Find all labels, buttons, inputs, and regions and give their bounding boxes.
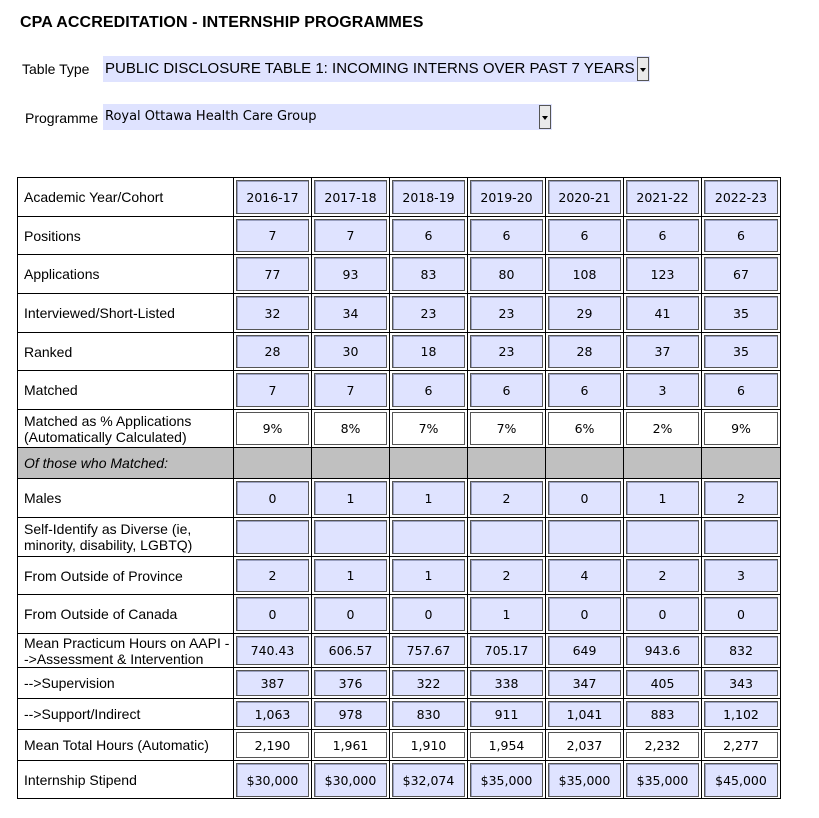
table-row [18, 410, 780, 448]
value-field[interactable]: 606.57 [314, 636, 387, 665]
value-field[interactable]: 29 [548, 296, 621, 330]
value-field[interactable]: 830 [392, 701, 465, 727]
table-cell [234, 595, 312, 633]
table-row [18, 668, 780, 699]
value-field[interactable]: 649 [548, 636, 621, 665]
calculated-value: 2,277 [704, 732, 778, 758]
table-cell [702, 371, 780, 409]
programme-label: Programme [25, 110, 99, 126]
table-row [18, 255, 780, 294]
value-field[interactable]: 943.6 [626, 636, 699, 665]
table-cell [624, 761, 702, 799]
value-field[interactable]: 1 [470, 597, 543, 631]
table-cell [624, 217, 702, 254]
table-row [18, 479, 780, 518]
value-field[interactable]: 6 [470, 219, 543, 252]
table-cell [312, 448, 390, 478]
table-cell [468, 699, 546, 729]
section-filler [392, 450, 465, 476]
table-row [18, 699, 780, 730]
table-cell [312, 294, 390, 332]
value-field[interactable]: 7 [314, 373, 387, 407]
value-field[interactable]: $30,000 [236, 763, 309, 797]
table-cell [468, 479, 546, 517]
table-cell [546, 448, 624, 478]
row-label: -->Supervision [18, 668, 234, 698]
value-field[interactable]: 1 [314, 481, 387, 515]
value-field[interactable]: 2 [704, 481, 778, 515]
table-cell [312, 518, 390, 556]
value-field[interactable]: 77 [236, 257, 309, 291]
value-field[interactable]: 0 [626, 597, 699, 631]
table-cell [234, 699, 312, 729]
table-cell [234, 371, 312, 409]
value-field[interactable]: 376 [314, 670, 387, 696]
table-cell [468, 730, 546, 760]
value-field[interactable]: 7 [314, 219, 387, 252]
table-cell [546, 518, 624, 556]
row-label: Mean Total Hours (Automatic) [18, 730, 234, 760]
table-cell [546, 557, 624, 594]
value-field[interactable]: 2016-17 [236, 180, 309, 214]
value-field[interactable]: 108 [548, 257, 621, 291]
table-cell [312, 410, 390, 447]
value-field[interactable]: $45,000 [704, 763, 778, 797]
value-field[interactable]: 67 [704, 257, 778, 291]
value-field[interactable]: 2 [470, 481, 543, 515]
programme-select[interactable] [103, 104, 552, 130]
row-label: Mean Practicum Hours on AAPI -->Assessment & Intervention [18, 634, 234, 667]
value-field[interactable]: 23 [392, 296, 465, 330]
value-field[interactable]: 0 [548, 481, 621, 515]
table-type-value: PUBLIC DISCLOSURE TABLE 1: INCOMING INTERNS OVER PAST 7 YEARS [105, 60, 635, 77]
table-cell [624, 255, 702, 293]
value-field[interactable] [470, 520, 543, 554]
table-cell [702, 699, 780, 729]
value-field[interactable]: 23 [470, 296, 543, 330]
value-field[interactable] [548, 520, 621, 554]
table-cell [546, 371, 624, 409]
table-cell [624, 448, 702, 478]
section-filler [626, 450, 699, 476]
table-cell [546, 761, 624, 799]
table-cell [468, 255, 546, 293]
value-field[interactable]: 28 [236, 335, 309, 368]
row-label: Males [18, 479, 234, 517]
table-cell [312, 178, 390, 216]
row-label: Interviewed/Short-Listed [18, 294, 234, 332]
value-field[interactable]: 1 [392, 481, 465, 515]
table-cell [390, 595, 468, 633]
table-cell [624, 518, 702, 556]
row-label: -->Support/Indirect [18, 699, 234, 729]
table-cell [234, 730, 312, 760]
table-cell [624, 371, 702, 409]
table-cell [312, 761, 390, 799]
value-field[interactable]: 3 [626, 373, 699, 407]
table-cell [702, 634, 780, 667]
table-cell [546, 255, 624, 293]
value-field[interactable]: 1,041 [548, 701, 621, 727]
table-cell [546, 178, 624, 216]
table-cell [390, 557, 468, 594]
table-cell [234, 634, 312, 667]
value-field[interactable]: 405 [626, 670, 699, 696]
table-cell [624, 730, 702, 760]
value-field[interactable]: 2 [626, 559, 699, 592]
calculated-value: 1,961 [314, 732, 387, 758]
chevron-down-icon [640, 68, 646, 72]
table-row [18, 217, 780, 255]
table-cell [312, 255, 390, 293]
table-cell [546, 479, 624, 517]
calculated-value: 2% [626, 412, 699, 445]
table-cell [702, 557, 780, 594]
table-cell [312, 217, 390, 254]
table-cell [702, 518, 780, 556]
table-cell [546, 595, 624, 633]
table-cell [390, 730, 468, 760]
value-field[interactable]: 23 [470, 335, 543, 368]
value-field[interactable]: 2 [236, 559, 309, 592]
value-field[interactable]: 1,063 [236, 701, 309, 727]
table-cell [546, 730, 624, 760]
table-row [18, 595, 780, 634]
section-filler [314, 450, 387, 476]
table-type-dropdown-button[interactable] [637, 57, 649, 81]
table-cell [390, 255, 468, 293]
table-cell [234, 178, 312, 216]
value-field[interactable]: 41 [626, 296, 699, 330]
table-cell [390, 217, 468, 254]
value-field[interactable]: 83 [392, 257, 465, 291]
table-row [18, 518, 780, 557]
table-cell [390, 634, 468, 667]
value-field[interactable]: $30,000 [314, 763, 387, 797]
table-row [18, 333, 780, 371]
programme-value: Royal Ottawa Health Care Group [105, 109, 317, 124]
table-cell [390, 761, 468, 799]
table-row [18, 557, 780, 595]
row-label: Internship Stipend [18, 761, 234, 799]
value-field[interactable]: 343 [704, 670, 778, 696]
value-field[interactable]: 1 [392, 559, 465, 592]
value-field[interactable]: 322 [392, 670, 465, 696]
section-filler [548, 450, 621, 476]
calculated-value: 1,954 [470, 732, 543, 758]
table-cell [234, 761, 312, 799]
table-cell [390, 371, 468, 409]
row-label: Matched as % Applications (Automatically Calculated) [18, 410, 234, 447]
table-cell [546, 410, 624, 447]
table-cell [624, 294, 702, 332]
value-field[interactable]: 0 [392, 597, 465, 631]
table-cell [312, 699, 390, 729]
value-field[interactable]: 911 [470, 701, 543, 727]
value-field[interactable]: 347 [548, 670, 621, 696]
table-cell [624, 178, 702, 216]
value-field[interactable]: 6 [626, 219, 699, 252]
calculated-value: 7% [470, 412, 543, 445]
row-label: Of those who Matched: [18, 448, 234, 478]
row-label: Ranked [18, 333, 234, 370]
value-field[interactable]: 18 [392, 335, 465, 368]
table-cell [702, 217, 780, 254]
value-field[interactable] [314, 520, 387, 554]
table-cell [468, 410, 546, 447]
table-cell [312, 479, 390, 517]
section-filler [470, 450, 543, 476]
table-cell [546, 668, 624, 698]
calculated-value: 6% [548, 412, 621, 445]
value-field[interactable]: 2020-21 [548, 180, 621, 214]
table-cell [234, 668, 312, 698]
section-filler [236, 450, 309, 476]
value-field[interactable]: 1 [626, 481, 699, 515]
value-field[interactable]: 123 [626, 257, 699, 291]
calculated-value: 9% [236, 412, 309, 445]
value-field[interactable]: 740.43 [236, 636, 309, 665]
table-cell [312, 634, 390, 667]
table-cell [702, 255, 780, 293]
value-field[interactable] [626, 520, 699, 554]
value-field[interactable]: 2022-23 [704, 180, 778, 214]
value-field[interactable]: 883 [626, 701, 699, 727]
value-field[interactable]: 2 [470, 559, 543, 592]
table-cell [624, 557, 702, 594]
table-cell [312, 333, 390, 370]
table-cell [702, 761, 780, 799]
table-cell [234, 518, 312, 556]
table-cell [390, 333, 468, 370]
table-cell [702, 294, 780, 332]
value-field[interactable]: 34 [314, 296, 387, 330]
table-cell [468, 294, 546, 332]
value-field[interactable]: 6 [548, 219, 621, 252]
table-cell [468, 595, 546, 633]
table-cell [702, 410, 780, 447]
table-cell [624, 479, 702, 517]
value-field[interactable]: 7 [236, 219, 309, 252]
page-title: CPA ACCREDITATION - INTERNSHIP PROGRAMMES [20, 14, 424, 31]
table-cell [390, 178, 468, 216]
table-cell [390, 410, 468, 447]
value-field[interactable]: 6 [704, 219, 778, 252]
value-field[interactable]: 0 [314, 597, 387, 631]
value-field[interactable]: 832 [704, 636, 778, 665]
table-cell [390, 448, 468, 478]
value-field[interactable] [704, 520, 778, 554]
value-field[interactable]: 6 [470, 373, 543, 407]
table-cell [390, 699, 468, 729]
calculated-value: 8% [314, 412, 387, 445]
table-row [18, 761, 780, 799]
table-cell [468, 333, 546, 370]
table-row [18, 730, 780, 761]
internship-table [17, 177, 781, 799]
table-cell [702, 178, 780, 216]
calculated-value: 2,232 [626, 732, 699, 758]
value-field[interactable]: 757.67 [392, 636, 465, 665]
value-field[interactable]: 4 [548, 559, 621, 592]
table-cell [312, 371, 390, 409]
table-cell [702, 333, 780, 370]
value-field[interactable]: 2017-18 [314, 180, 387, 214]
table-row [18, 448, 780, 479]
table-row [18, 178, 780, 217]
table-cell [546, 217, 624, 254]
table-cell [546, 634, 624, 667]
section-filler [704, 450, 778, 476]
row-label: Self-Identify as Diverse (ie, minority, disability, LGBTQ) [18, 518, 234, 556]
table-row [18, 634, 780, 668]
table-cell [234, 557, 312, 594]
table-cell [468, 448, 546, 478]
value-field[interactable]: 2019-20 [470, 180, 543, 214]
table-cell [702, 595, 780, 633]
table-cell [312, 595, 390, 633]
value-field[interactable]: 705.17 [470, 636, 543, 665]
table-cell [390, 518, 468, 556]
value-field[interactable]: 2021-22 [626, 180, 699, 214]
value-field[interactable]: $35,000 [626, 763, 699, 797]
value-field[interactable]: 6 [392, 219, 465, 252]
value-field[interactable]: 0 [548, 597, 621, 631]
table-cell [390, 294, 468, 332]
table-cell [234, 448, 312, 478]
row-label: Applications [18, 255, 234, 293]
calculated-value: 2,190 [236, 732, 309, 758]
value-field[interactable]: 6 [392, 373, 465, 407]
table-cell [624, 634, 702, 667]
table-cell [234, 479, 312, 517]
value-field[interactable]: 3 [704, 559, 778, 592]
table-cell [468, 668, 546, 698]
chevron-down-icon [542, 116, 548, 120]
table-cell [624, 333, 702, 370]
value-field[interactable]: $32,074 [392, 763, 465, 797]
table-cell [468, 217, 546, 254]
table-cell [702, 730, 780, 760]
table-cell [390, 479, 468, 517]
value-field[interactable]: 35 [704, 335, 778, 368]
value-field[interactable]: 0 [236, 481, 309, 515]
table-type-select[interactable] [103, 56, 650, 82]
table-cell [312, 668, 390, 698]
table-cell [468, 761, 546, 799]
value-field[interactable] [392, 520, 465, 554]
value-field[interactable]: 978 [314, 701, 387, 727]
table-cell [546, 294, 624, 332]
value-field[interactable]: $35,000 [470, 763, 543, 797]
table-cell [468, 178, 546, 216]
table-cell [234, 294, 312, 332]
value-field[interactable]: 338 [470, 670, 543, 696]
value-field[interactable]: 387 [236, 670, 309, 696]
row-label: Matched [18, 371, 234, 409]
table-cell [312, 730, 390, 760]
table-cell [546, 333, 624, 370]
table-cell [234, 255, 312, 293]
value-field[interactable]: 6 [704, 373, 778, 407]
calculated-value: 7% [392, 412, 465, 445]
calculated-value: 1,910 [392, 732, 465, 758]
table-cell [468, 634, 546, 667]
value-field[interactable]: 28 [548, 335, 621, 368]
table-cell [468, 371, 546, 409]
table-cell [468, 518, 546, 556]
value-field[interactable]: 1 [314, 559, 387, 592]
value-field[interactable] [236, 520, 309, 554]
table-cell [702, 479, 780, 517]
calculated-value: 9% [704, 412, 778, 445]
value-field[interactable]: 0 [236, 597, 309, 631]
table-cell [468, 557, 546, 594]
value-field[interactable]: 37 [626, 335, 699, 368]
table-row [18, 371, 780, 410]
row-label: From Outside of Canada [18, 595, 234, 633]
table-cell [234, 410, 312, 447]
value-field[interactable]: $35,000 [548, 763, 621, 797]
table-cell [624, 699, 702, 729]
table-row [18, 294, 780, 333]
row-label: Positions [18, 217, 234, 254]
table-cell [702, 668, 780, 698]
table-cell [546, 699, 624, 729]
table-cell [234, 217, 312, 254]
table-cell [624, 410, 702, 447]
value-field[interactable]: 30 [314, 335, 387, 368]
value-field[interactable]: 35 [704, 296, 778, 330]
table-cell [624, 668, 702, 698]
table-type-label: Table Type [22, 61, 90, 77]
value-field[interactable]: 93 [314, 257, 387, 291]
table-cell [234, 333, 312, 370]
table-cell [624, 595, 702, 633]
value-field[interactable]: 7 [236, 373, 309, 407]
programme-dropdown-button[interactable] [539, 105, 551, 129]
calculated-value: 2,037 [548, 732, 621, 758]
row-label: Academic Year/Cohort [18, 178, 234, 216]
value-field[interactable]: 2018-19 [392, 180, 465, 214]
value-field[interactable]: 1,102 [704, 701, 778, 727]
value-field[interactable]: 6 [548, 373, 621, 407]
value-field[interactable]: 80 [470, 257, 543, 291]
value-field[interactable]: 32 [236, 296, 309, 330]
value-field[interactable]: 0 [704, 597, 778, 631]
table-cell [390, 668, 468, 698]
table-cell [702, 448, 780, 478]
table-cell [312, 557, 390, 594]
row-label: From Outside of Province [18, 557, 234, 594]
